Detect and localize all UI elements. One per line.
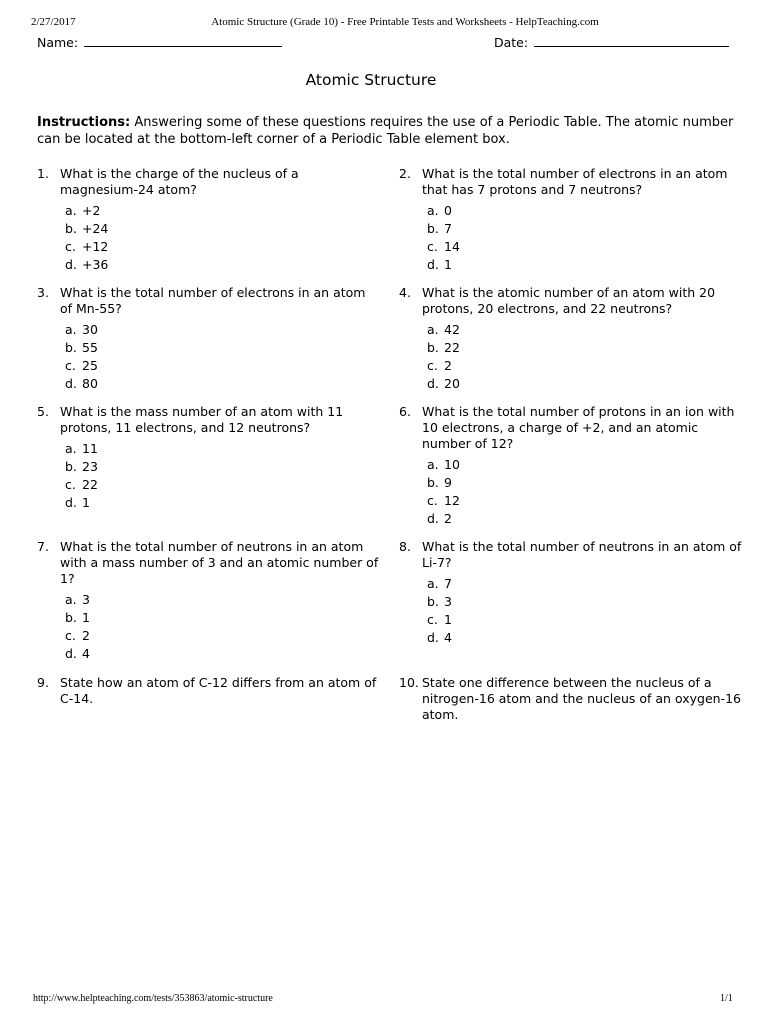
name-field[interactable] <box>37 34 282 50</box>
option-letter: c. <box>65 239 76 254</box>
option <box>427 375 460 393</box>
question-text: What is the charge of the nucleus of a magnesium-24 atom? <box>60 166 299 197</box>
question-number: 9. <box>37 675 49 690</box>
document-title: Atomic Structure <box>305 71 437 89</box>
option-letter: d. <box>427 630 439 645</box>
option-letter: b. <box>427 340 439 355</box>
page-number: 1/1 <box>720 993 733 1004</box>
question-text: What is the total number of neutrons in an atom of Li-7? <box>422 539 742 570</box>
option <box>427 510 460 528</box>
option-text: +24 <box>82 221 109 236</box>
option-text: 1 <box>444 612 452 627</box>
instructions <box>37 114 737 148</box>
option-letter: c. <box>427 493 438 508</box>
option <box>427 238 460 256</box>
instructions-text: Answering some of these questions requires the use of a Periodic Table. The atomic number can be located at the bottom-left corner of a Periodic Table element box. <box>37 115 734 147</box>
option-text: +2 <box>82 203 101 218</box>
name-date-line <box>37 34 737 52</box>
option-letter: d. <box>65 376 77 391</box>
question-text: What is the atomic number of an atom with 20 protons, 20 electrons, and 22 neutrons? <box>422 285 716 316</box>
option-text: 2 <box>82 628 90 643</box>
question-text: State one difference between the nucleus of a nitrogen-16 atom and the nucleus of an oxygen-16 atom. <box>422 675 741 722</box>
option <box>427 575 452 593</box>
option-letter: c. <box>65 477 76 492</box>
option-letter: a. <box>427 203 439 218</box>
option-letter: b. <box>65 610 77 625</box>
option <box>427 492 460 510</box>
option <box>65 627 90 645</box>
option-text: 23 <box>82 459 98 474</box>
question-text: What is the total number of neutrons in an atom with a mass number of 3 and an atomic number of 1? <box>60 539 379 586</box>
option-text: 1 <box>444 257 452 272</box>
option <box>427 611 452 629</box>
option-list <box>65 440 98 512</box>
option-letter: c. <box>427 358 438 373</box>
option-list <box>427 202 460 274</box>
option <box>427 456 460 474</box>
option-letter: d. <box>427 376 439 391</box>
option <box>65 339 98 357</box>
question-number: 8. <box>399 539 411 554</box>
option <box>65 458 98 476</box>
option <box>65 256 108 274</box>
option-letter: a. <box>427 322 439 337</box>
option <box>427 202 460 220</box>
instructions-label: Instructions: <box>37 115 131 130</box>
option <box>65 591 90 609</box>
option <box>427 339 460 357</box>
option-text: 7 <box>444 576 452 591</box>
option-text: 20 <box>444 376 460 391</box>
option-text: 7 <box>444 221 452 236</box>
option-text: 22 <box>444 340 460 355</box>
option-text: 11 <box>82 441 98 456</box>
option-letter: b. <box>427 475 439 490</box>
print-header <box>0 16 768 32</box>
date-field[interactable] <box>494 34 729 50</box>
date-blank[interactable] <box>534 34 729 47</box>
option-text: 22 <box>82 477 98 492</box>
option-list <box>427 321 460 393</box>
date-label: Date: <box>494 35 529 50</box>
option-text: 3 <box>444 594 452 609</box>
option-text: 1 <box>82 610 90 625</box>
option <box>65 220 108 238</box>
option-text: 42 <box>444 322 460 337</box>
question-text: What is the total number of electrons in an atom of Mn-55? <box>60 285 366 316</box>
option-text: 14 <box>444 239 460 254</box>
option-text: 55 <box>82 340 98 355</box>
option-letter: a. <box>427 457 439 472</box>
question-number: 2. <box>399 166 411 181</box>
question-number: 5. <box>37 404 49 419</box>
print-footer <box>0 993 768 1007</box>
option <box>65 375 98 393</box>
option-letter: b. <box>427 221 439 236</box>
question-text: What is the total number of protons in an ion with 10 electrons, a charge of +2, and an atomic number of 12? <box>422 404 735 451</box>
option <box>427 256 460 274</box>
option <box>65 238 108 256</box>
question-text: What is the mass number of an atom with 11 protons, 11 electrons, and 12 neutrons? <box>60 404 344 435</box>
option-text: 1 <box>82 495 90 510</box>
option-text: 10 <box>444 457 460 472</box>
print-date: 2/27/2017 <box>31 16 76 28</box>
option-text: 25 <box>82 358 98 373</box>
option-text: 2 <box>444 358 452 373</box>
option <box>65 494 98 512</box>
option-list <box>427 456 460 528</box>
option-letter: a. <box>65 322 77 337</box>
option-letter: a. <box>65 592 77 607</box>
option-text: +36 <box>82 257 109 272</box>
option-text: 4 <box>444 630 452 645</box>
question-number: 3. <box>37 285 49 300</box>
option-letter: d. <box>65 257 77 272</box>
option-text: 3 <box>82 592 90 607</box>
question-number: 1. <box>37 166 49 181</box>
page-url[interactable]: http://www.helpteaching.com/tests/353863/atomic-structure <box>33 993 273 1004</box>
option-letter: d. <box>427 511 439 526</box>
option <box>65 645 90 663</box>
option-letter: d. <box>427 257 439 272</box>
option-list <box>427 575 452 647</box>
option <box>427 357 460 375</box>
question-number: 4. <box>399 285 411 300</box>
option-list <box>65 591 90 663</box>
name-blank[interactable] <box>84 34 282 47</box>
option <box>65 202 108 220</box>
print-title: Atomic Structure (Grade 10) - Free Printable Tests and Worksheets - HelpTeaching.com <box>211 16 599 28</box>
option <box>427 629 452 647</box>
option-letter: b. <box>65 340 77 355</box>
option <box>65 357 98 375</box>
question-number: 10. <box>399 675 419 690</box>
option-letter: c. <box>65 628 76 643</box>
option-text: 9 <box>444 475 452 490</box>
option-letter: b. <box>427 594 439 609</box>
option-text: 4 <box>82 646 90 661</box>
option-letter: c. <box>65 358 76 373</box>
option-list <box>65 202 108 274</box>
name-label: Name: <box>37 35 79 50</box>
question-number: 6. <box>399 404 411 419</box>
option-letter: a. <box>65 203 77 218</box>
option-letter: d. <box>65 495 77 510</box>
question-text: What is the total number of electrons in an atom that has 7 protons and 7 neutrons? <box>422 166 728 197</box>
option <box>65 609 90 627</box>
option <box>65 476 98 494</box>
option-text: 0 <box>444 203 452 218</box>
option-text: 2 <box>444 511 452 526</box>
option-letter: c. <box>427 612 438 627</box>
option <box>427 474 460 492</box>
option-text: +12 <box>82 239 109 254</box>
option-text: 12 <box>444 493 460 508</box>
option <box>427 321 460 339</box>
question-text: State how an atom of C-12 differs from an atom of C-14. <box>60 675 377 706</box>
option <box>427 593 452 611</box>
question-number: 7. <box>37 539 49 554</box>
option-letter: b. <box>65 459 77 474</box>
option-list <box>65 321 98 393</box>
option <box>427 220 460 238</box>
option-letter: a. <box>427 576 439 591</box>
option <box>65 440 98 458</box>
option-letter: a. <box>65 441 77 456</box>
option-letter: d. <box>65 646 77 661</box>
option-letter: b. <box>65 221 77 236</box>
option-letter: c. <box>427 239 438 254</box>
option-text: 30 <box>82 322 98 337</box>
option-text: 80 <box>82 376 98 391</box>
option <box>65 321 98 339</box>
